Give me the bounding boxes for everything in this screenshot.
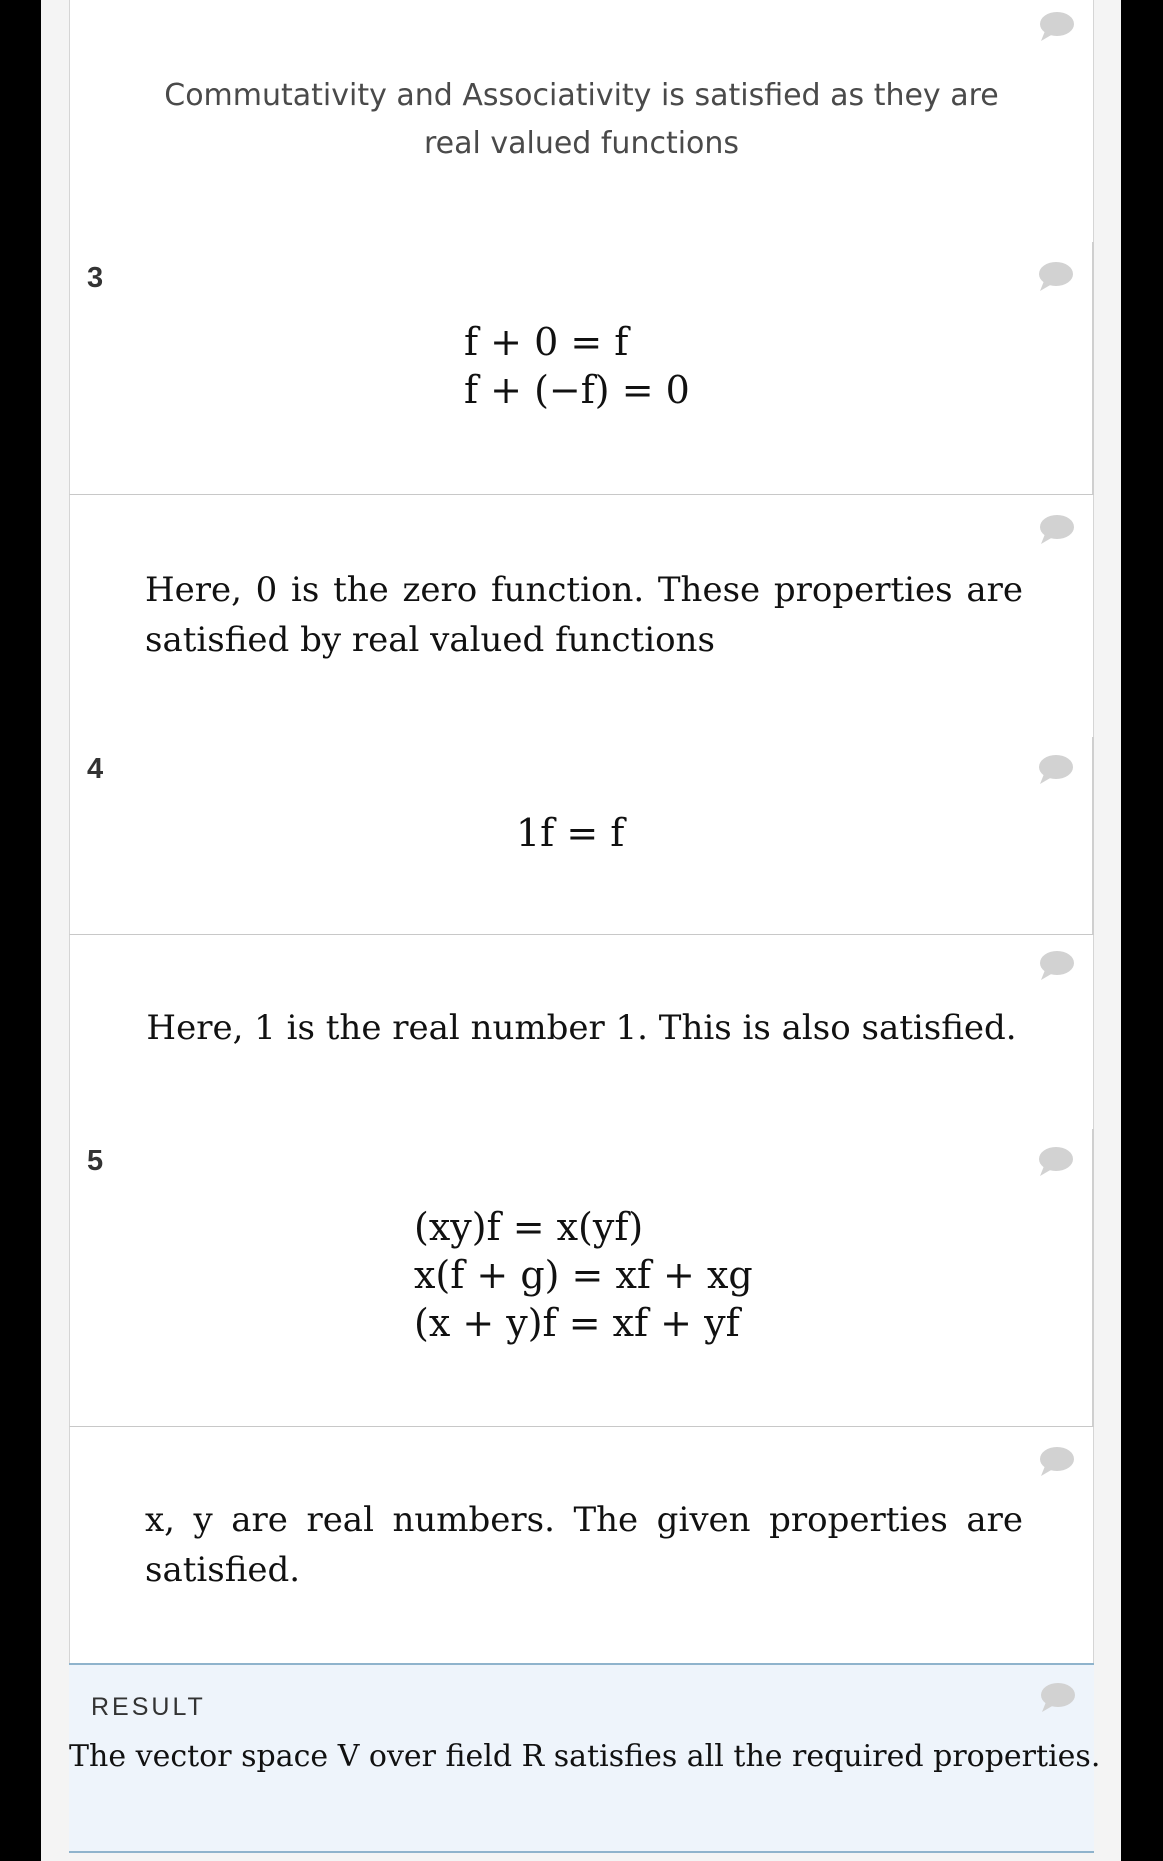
step-number: 4 [87,753,104,785]
result-card [69,1663,1101,1853]
explanation-card-step-4 [69,935,1094,1129]
comment-bubble-icon[interactable] [1037,513,1075,545]
math-line: f + 0 = f [464,320,629,364]
explanation-card-step-3 [69,495,1094,737]
step-number: 3 [87,262,104,294]
math-line: 1f = f [516,811,625,855]
explanation-text: x, y are real numbers. The given properties are satisfied. [145,1500,1023,1590]
math-line: (x + y)f = xf + yf [414,1301,740,1345]
step-number: 5 [87,1145,104,1177]
comment-bubble-icon[interactable] [1038,1681,1076,1713]
math-line: x(f + g) = xf + xg [414,1253,753,1297]
step-5-card [69,1129,1094,1427]
explanation-text: Here, 1 is the real number 1. This is also satisfied. [146,1008,1017,1048]
comment-bubble-icon[interactable] [1036,753,1074,785]
comment-bubble-icon[interactable] [1037,1445,1075,1477]
comment-bubble-icon[interactable] [1037,949,1075,981]
comment-bubble-icon[interactable] [1037,10,1075,42]
explanation-text: Commutativity and Associativity is satisfied as they are real valued functions [164,78,999,161]
comment-bubble-icon[interactable] [1036,1145,1074,1177]
explanation-text: Here, 0 is the zero function. These properties are satisfied by real valued functions [145,570,1023,660]
solution-page [41,0,1121,1861]
step-4-card [69,737,1094,935]
comment-bubble-icon[interactable] [1036,260,1074,292]
result-text: The vector space V over field R satisfies all the required properties. [69,1739,1101,1774]
math-line: (xy)f = x(yf) [414,1205,644,1249]
explanation-card-step-5 [69,1427,1094,1663]
explanation-card-commutativity [69,0,1094,242]
math-line: f + (−f) = 0 [464,368,690,412]
step-3-card [69,242,1094,495]
result-label: RESULT [91,1693,206,1721]
